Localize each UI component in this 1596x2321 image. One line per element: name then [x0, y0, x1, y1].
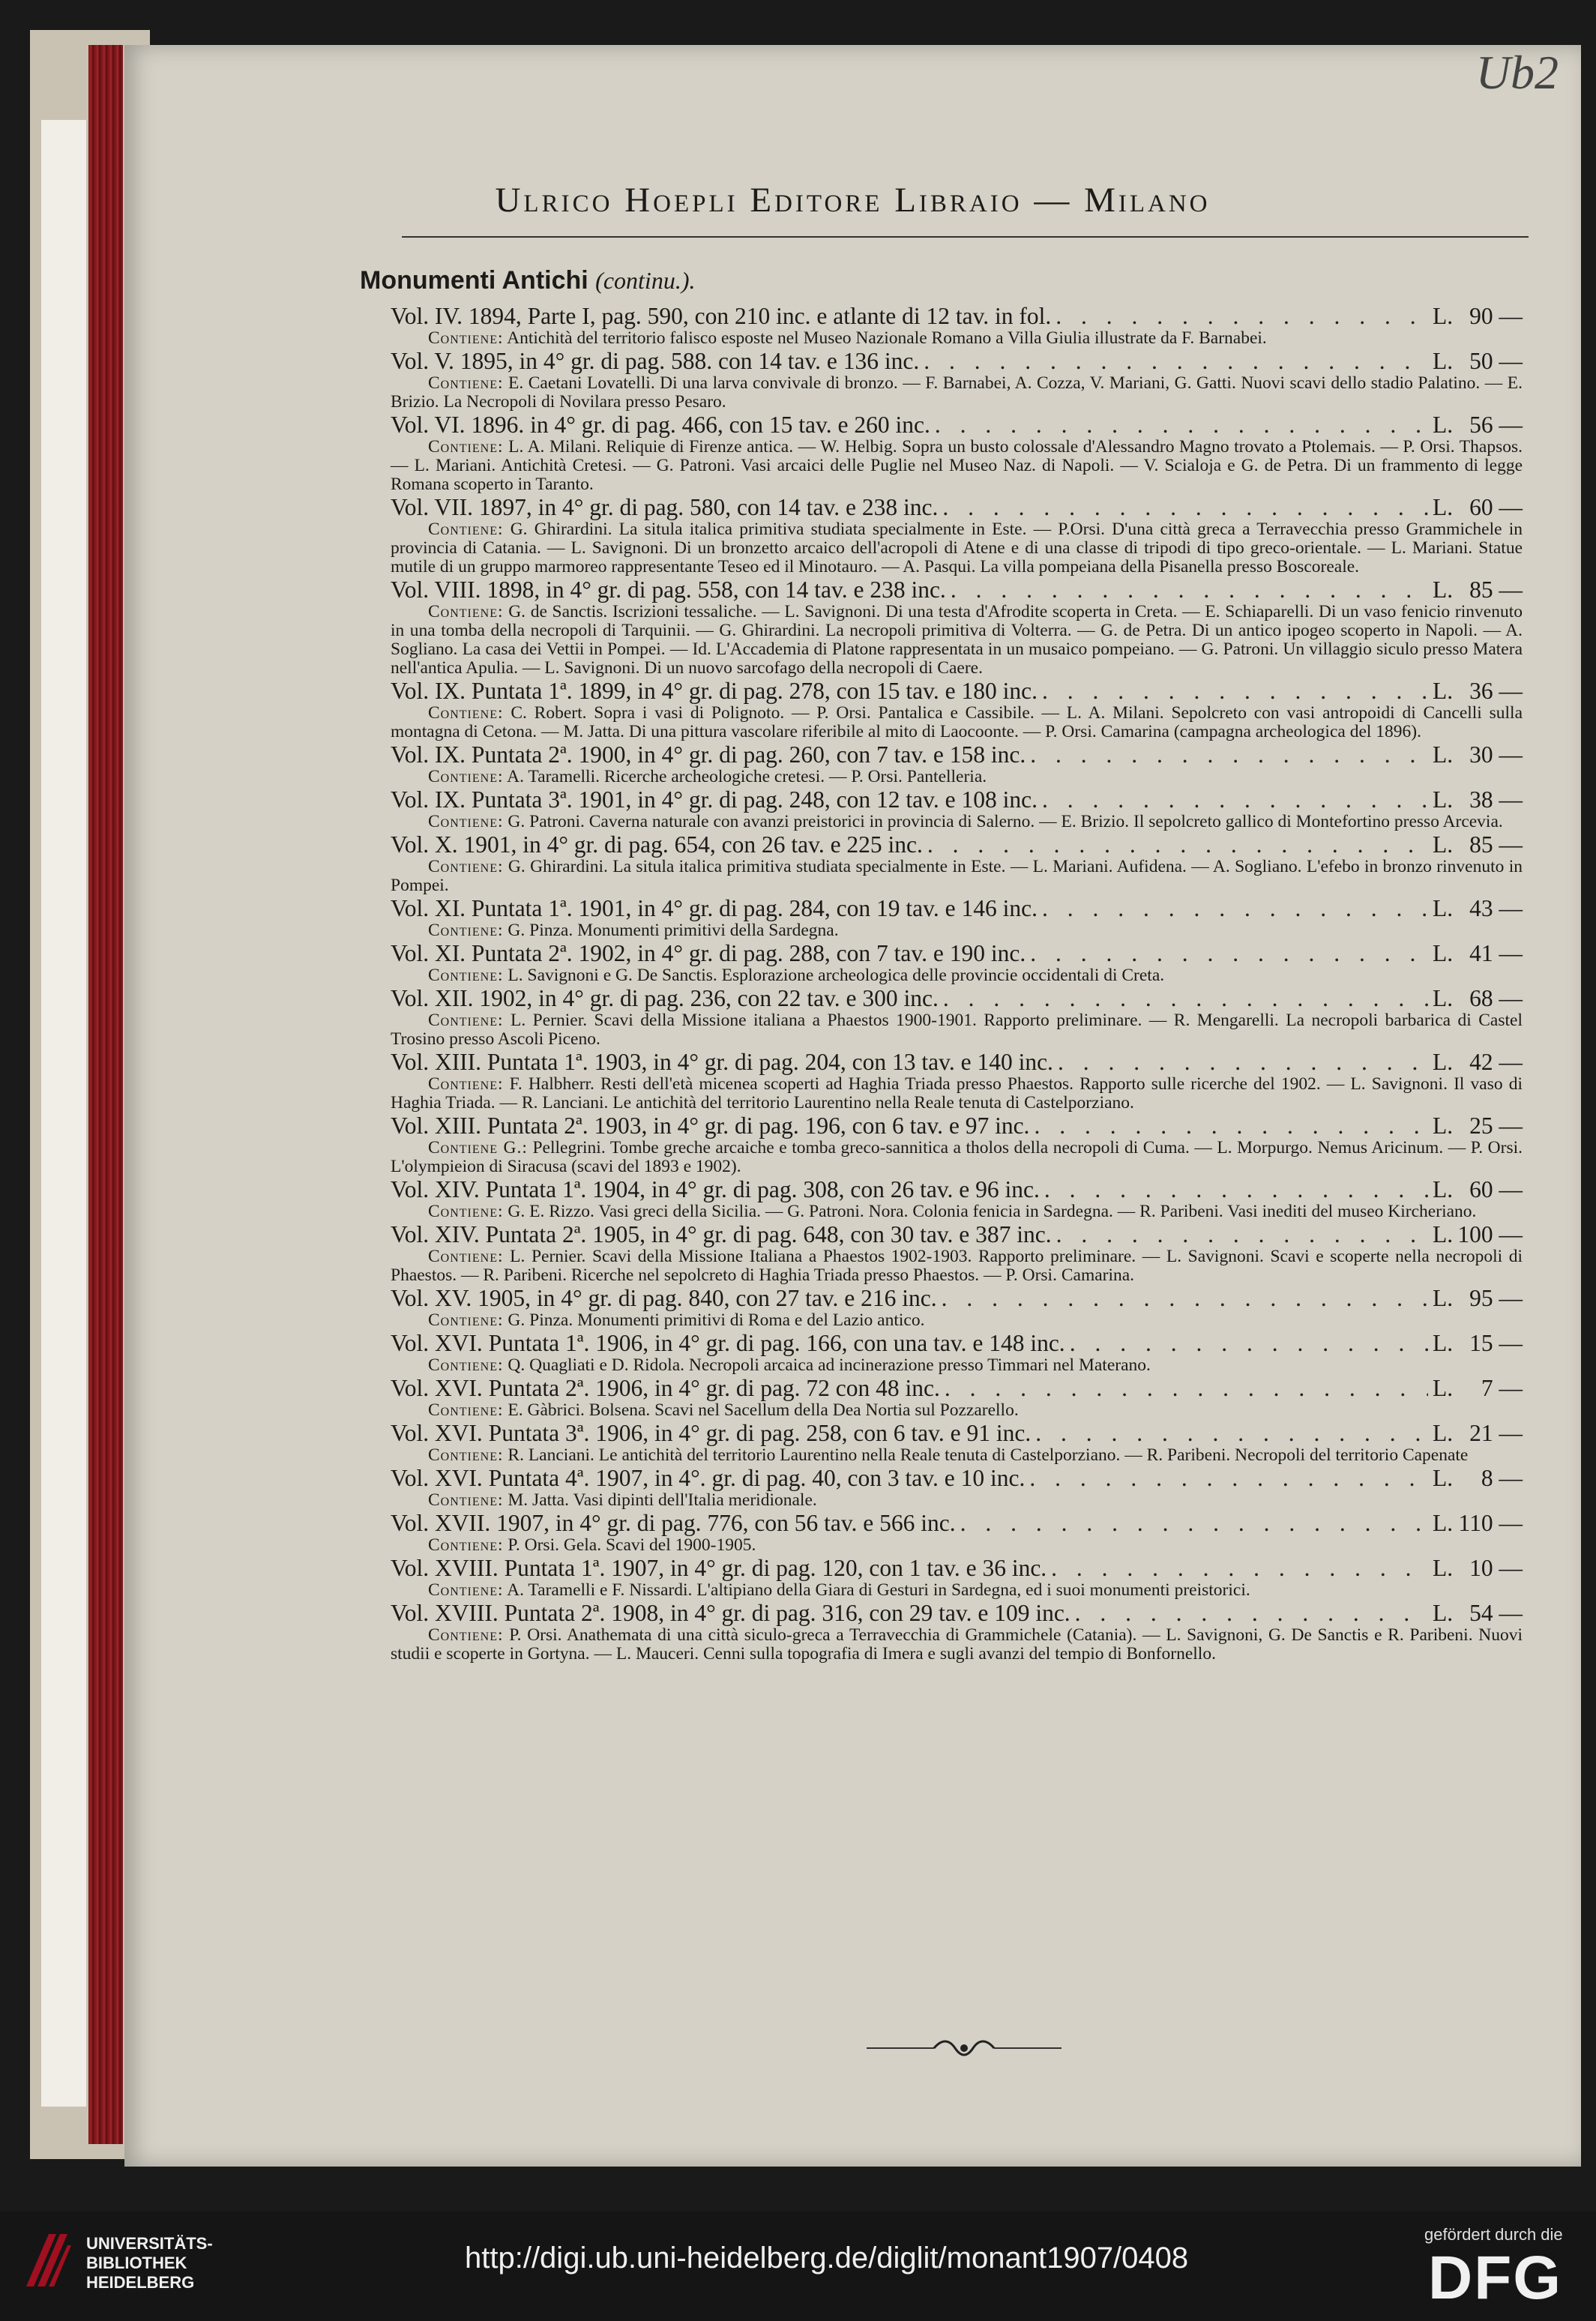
contents-label: Contiene G.:	[428, 1138, 528, 1158]
currency-label: L.	[1433, 1555, 1454, 1581]
volume-contents	[391, 921, 1523, 940]
contents-label: Contiene:	[428, 1355, 504, 1375]
volume-description: Vol. XIV. Puntata 1ª. 1904, in 4° gr. di pag. 308, con 26 tav. e 96 inc.	[391, 1176, 1040, 1202]
volume-contents	[391, 374, 1523, 412]
volume-price: 43 —	[1469, 895, 1523, 921]
university-name-line3: HEIDELBERG	[86, 2273, 195, 2292]
currency-label: L.	[1433, 678, 1454, 704]
contents-text: E. Gàbrici. Bolsena. Scavi nel Sacellum della Dea Nortia sul Pozzarello.	[508, 1400, 1019, 1420]
volume-description: Vol. VIII. 1898, in 4° gr. di pag. 558, con 14 tav. e 238 inc.	[391, 577, 946, 603]
volume-line	[391, 1331, 1523, 1356]
leader-dots	[1042, 678, 1428, 704]
currency-label: L.	[1433, 1221, 1454, 1247]
leader-dots	[927, 832, 1428, 858]
volume-line	[391, 1511, 1523, 1536]
contents-label: Contiene:	[428, 921, 504, 940]
leader-dots	[945, 1376, 1428, 1401]
volume-line	[391, 1421, 1523, 1446]
contents-text: Q. Quagliati e D. Ridola. Necropoli arcaica ad incinerazione presso Timmari nel Materano.	[508, 1355, 1151, 1375]
permalink-url[interactable]: http://digi.ub.uni-heidelberg.de/diglit/monant1907/0408	[465, 2242, 1189, 2275]
currency-label: L.	[1433, 303, 1454, 329]
volume-description: Vol. IV. 1894, Parte I, pag. 590, con 210 inc. e atlante di 12 tav. in fol.	[391, 303, 1052, 329]
red-page-edges	[88, 45, 123, 2144]
contents-text: E. Caetani Lovatelli. Di una larva convivale di bronzo. — F. Barnabei, A. Cozza, V. Mariani, G. Gatti. Nuovi scavi dello stadio Palatino. — E. Brizio. La Necropoli di Novilara presso Pesaro.	[391, 373, 1523, 412]
volume-contents	[391, 1626, 1523, 1664]
volume-line	[391, 678, 1523, 704]
volume-contents	[391, 1491, 1523, 1510]
leader-dots	[1044, 1177, 1428, 1202]
volume-price: 60 —	[1469, 1176, 1523, 1202]
contents-label: Contiene:	[428, 1535, 504, 1555]
leader-dots	[935, 412, 1428, 438]
contents-label: Contiene:	[428, 1074, 504, 1094]
contents-label: Contiene:	[428, 1011, 504, 1030]
leader-dots	[924, 349, 1428, 374]
leader-dots	[960, 1511, 1428, 1536]
volume-description: Vol. XVI. Puntata 2ª. 1906, in 4° gr. di pag. 72 con 48 inc.	[391, 1375, 940, 1401]
contents-text: G. Pinza. Monumenti primitivi di Roma e del Lazio antico.	[508, 1310, 925, 1330]
contents-label: Contiene:	[428, 966, 504, 985]
contents-label: Contiene:	[428, 437, 504, 457]
volume-price: 50 —	[1469, 348, 1523, 374]
currency-label: L.	[1433, 1330, 1454, 1356]
volume-price: 15 —	[1469, 1330, 1523, 1356]
currency-label: L.	[1433, 348, 1454, 374]
contents-label: Contiene:	[428, 520, 504, 539]
volume-description: Vol. XI. Puntata 1ª. 1901, in 4° gr. di pag. 284, con 19 tav. e 146 inc.	[391, 895, 1038, 921]
volume-contents	[391, 813, 1523, 831]
leader-dots	[1056, 1222, 1428, 1247]
contents-text: A. Taramelli. Ricerche archeologiche cretesi. — P. Orsi. Pantelleria.	[507, 767, 987, 786]
contents-text: R. Lanciani. Le antichità del territorio Laurentino nella Reale tenuta di Castelporziano. — R. Paribeni. Necropoli del territorio Capenate	[508, 1445, 1469, 1465]
volume-price: 30 —	[1469, 741, 1523, 768]
volume-entry	[391, 1286, 1523, 1330]
volume-line	[391, 304, 1523, 329]
leader-dots	[942, 1286, 1428, 1311]
contents-label: Contiene:	[428, 602, 504, 621]
header-rule	[402, 236, 1529, 238]
university-name	[86, 2234, 213, 2293]
contents-text: P. Orsi. Anathemata di una città siculo-greca a Terravecchia di Grammichele (Catania). — L. Savignoni, G. De Sanctis e R. Paribeni. Nuovi studii e scoperte in Gortyna. — L. Mauceri. Cenni sulla topografia di Imera e sugli avanzi del tempio di Bonfornello.	[391, 1625, 1523, 1664]
currency-label: L.	[1433, 831, 1454, 858]
volume-entry	[391, 1421, 1523, 1465]
contents-label: Contiene:	[428, 1247, 504, 1266]
currency-label: L.	[1433, 895, 1454, 921]
volume-description: Vol. VI. 1896. in 4° gr. di pag. 466, con 15 tav. e 260 inc.	[391, 412, 930, 438]
volume-contents	[391, 520, 1523, 577]
volume-contents	[391, 1011, 1523, 1049]
volume-price: 85 —	[1469, 831, 1523, 858]
currency-label: L.	[1433, 1420, 1454, 1446]
contents-text: G. de Sanctis. Iscrizioni tessaliche. — L. Savignoni. Di una testa d'Afrodite scoperta in Creta. — E. Schiaparelli. Di un vaso fenicio rinvenuto in una tomba della necropoli di Tarquinii. — G. Ghirardini. La necropoli primitiva di Volterra. — G. de Petra. Di un antico ipogeo scoperto in Napoli. — A. Sogliano. La casa dei Vettii in Pompei. — Id. L'Accademia di Platone rappresentata in un musaico pompeiano. — G. Patroni. Un villaggio siculo presso Matera nell'antica Apulia. — L. Savignoni. Di un nuovo sarcofago della necropoli di Caere.	[391, 602, 1523, 678]
currency-label: L.	[1433, 1465, 1454, 1491]
volume-entry	[391, 742, 1523, 786]
university-name-line2: BIBLIOTHEK	[86, 2254, 187, 2272]
currency-label: L.	[1433, 1049, 1454, 1075]
volume-description: Vol. XV. 1905, in 4° gr. di pag. 840, con 27 tav. e 216 inc.	[391, 1285, 937, 1311]
volume-line	[391, 941, 1523, 966]
leader-dots	[942, 495, 1428, 520]
contents-label: Contiene:	[428, 1490, 504, 1510]
volume-entry	[391, 304, 1523, 348]
volume-line	[391, 495, 1523, 520]
volume-contents	[391, 1202, 1523, 1221]
contents-label: Contiene:	[428, 812, 504, 831]
section-title	[360, 266, 695, 295]
leader-dots	[1075, 1601, 1428, 1626]
volume-entry	[391, 832, 1523, 895]
volume-line	[391, 1466, 1523, 1491]
volume-line	[391, 1177, 1523, 1202]
contents-label: Contiene:	[428, 1400, 504, 1420]
volume-entry	[391, 787, 1523, 831]
volume-description: Vol. XVI. Puntata 1ª. 1906, in 4° gr. di pag. 166, con una tav. e 148 inc.	[391, 1330, 1065, 1356]
volume-description: Vol. XII. 1902, in 4° gr. di pag. 236, con 22 tav. e 300 inc.	[391, 985, 939, 1011]
currency-label: L.	[1433, 1285, 1454, 1311]
contents-text: Antichità del territorio falisco esposte nel Museo Nazionale Romano a Villa Giulia illustrate da F. Barnabei.	[507, 328, 1267, 348]
volume-contents	[391, 1581, 1523, 1600]
volume-contents	[391, 1446, 1523, 1465]
contents-text: L. Pernier. Scavi della Missione Italiana a Phaestos 1902-1903. Rapporto preliminare. — L. Savignoni. Scavi e scoperte nella necropoli di Phaestos. — R. Paribeni. Ricerche nel sepolcreto di Haghia Triada presso Phaestos. — P. Orsi. Camarina.	[391, 1247, 1523, 1285]
volume-price: 68 —	[1469, 985, 1523, 1011]
contents-text: Pellegrini. Tombe greche arcaiche e tomba greco-sannitica a tholos della necropoli di Cuma. — L. Morpurgo. Nemus Aricinum. — P. Orsi. L'olympieion di Siracusa (scavi del 1893 e 1902).	[391, 1138, 1523, 1176]
volume-entry	[391, 986, 1523, 1049]
contents-text: P. Orsi. Gela. Scavi del 1900-1905.	[508, 1535, 756, 1555]
volume-list	[391, 304, 1523, 1664]
volume-line	[391, 349, 1523, 374]
leader-dots	[1034, 1113, 1428, 1139]
volume-price: 56 —	[1469, 412, 1523, 438]
volume-contents	[391, 1075, 1523, 1113]
volume-price: 110 —	[1458, 1510, 1523, 1536]
leader-dots	[1051, 1556, 1428, 1581]
volume-line	[391, 1050, 1523, 1075]
volume-price: 90 —	[1469, 303, 1523, 329]
volume-entry	[391, 349, 1523, 412]
leader-dots	[1042, 787, 1428, 813]
volume-line	[391, 1286, 1523, 1311]
ornament-divider	[867, 2035, 1062, 2061]
volume-entry	[391, 1050, 1523, 1113]
volume-entry	[391, 1113, 1523, 1176]
volume-contents	[391, 438, 1523, 494]
volume-description: Vol. XVI. Puntata 4ª. 1907, in 4°. gr. di pag. 40, con 3 tav. e 10 inc.	[391, 1465, 1026, 1491]
volume-entry	[391, 1511, 1523, 1555]
volume-price: 54 —	[1469, 1600, 1523, 1626]
volume-entry	[391, 1222, 1523, 1285]
volume-entry	[391, 896, 1523, 940]
volume-entry	[391, 1376, 1523, 1420]
volume-description: Vol. XVI. Puntata 3ª. 1906, in 4° gr. di pag. 258, con 6 tav. e 91 inc.	[391, 1420, 1032, 1446]
contents-text: L. Pernier. Scavi della Missione italiana a Phaestos 1900-1901. Rapporto preliminare. — R. Mengarelli. La necropoli barbarica di Castel Trosino presso Ascoli Piceno.	[391, 1011, 1523, 1049]
volume-contents	[391, 1401, 1523, 1420]
page-header: Ulrico Hoepli Editore Libraio — Milano	[495, 181, 1211, 220]
volume-contents	[391, 1311, 1523, 1330]
currency-label: L.	[1433, 786, 1454, 813]
volume-line	[391, 986, 1523, 1011]
currency-label: L.	[1433, 985, 1454, 1011]
leader-dots	[1058, 1050, 1428, 1075]
contents-text: C. Robert. Sopra i vasi di Polignoto. — P. Orsi. Pantalica e Cassibile. — L. A. Milani. Sepolcreto con vasi antropoidi di Cancelli sulla montagna di Cetona. — M. Jatta. Di una pittura vascolare riferibile al mito di Laocoonte. — P. Orsi. Camarina (campagna archeologica del 1896).	[391, 703, 1523, 741]
contents-label: Contiene:	[428, 1310, 504, 1330]
book-page	[124, 45, 1581, 2167]
dfg-logo: DFG	[1428, 2244, 1563, 2312]
volume-line	[391, 1113, 1523, 1139]
volume-price: 8 —	[1481, 1465, 1523, 1491]
contents-label: Contiene:	[428, 1580, 504, 1600]
volume-contents	[391, 858, 1523, 895]
volume-price: 38 —	[1469, 786, 1523, 813]
volume-entry	[391, 1556, 1523, 1600]
currency-label: L.	[1433, 1510, 1454, 1536]
volume-description: Vol. IX. Puntata 3ª. 1901, in 4° gr. di pag. 248, con 12 tav. e 108 inc.	[391, 786, 1038, 813]
contents-text: G. Pinza. Monumenti primitivi della Sardegna.	[508, 921, 839, 940]
volume-description: Vol. V. 1895, in 4° gr. di pag. 588. con 14 tav. e 136 inc.	[391, 348, 920, 374]
contents-text: M. Jatta. Vasi dipinti dell'Italia meridionale.	[508, 1490, 817, 1510]
volume-price: 60 —	[1469, 494, 1523, 520]
section-continued: (continu.).	[595, 267, 696, 294]
volume-entry	[391, 941, 1523, 985]
volume-price: 10 —	[1469, 1555, 1523, 1581]
volume-price: 41 —	[1469, 940, 1523, 966]
volume-description: Vol. X. 1901, in 4° gr. di pag. 654, con 26 tav. e 225 inc.	[391, 831, 923, 858]
currency-label: L.	[1433, 412, 1454, 438]
volume-line	[391, 577, 1523, 603]
volume-line	[391, 787, 1523, 813]
volume-description: Vol. XI. Puntata 2ª. 1902, in 4° gr. di pag. 288, con 7 tav. e 190 inc.	[391, 940, 1026, 966]
volume-description: Vol. VII. 1897, in 4° gr. di pag. 580, con 14 tav. e 238 inc.	[391, 494, 939, 520]
volume-description: Vol. XIII. Puntata 2ª. 1903, in 4° gr. di pag. 196, con 6 tav. e 97 inc.	[391, 1113, 1030, 1139]
contents-label: Contiene:	[428, 703, 504, 723]
contents-text: F. Halbherr. Resti dell'età micenea scoperti ad Haghia Triada presso Phaestos. Rapporto sulle ricerche del 1902. — L. Savignoni. Il vaso di Haghia Triada. — R. Lanciani. Le antichità del territorio Laurentino nella Reale tenuta di Castelporziano.	[391, 1074, 1523, 1113]
leader-dots	[1056, 304, 1428, 329]
volume-description: Vol. XIII. Puntata 1ª. 1903, in 4° gr. di pag. 204, con 13 tav. e 140 inc.	[391, 1049, 1053, 1075]
leader-dots	[1030, 742, 1428, 768]
currency-label: L.	[1433, 494, 1454, 520]
volume-entry	[391, 678, 1523, 741]
volume-description: Vol. XVIII. Puntata 2ª. 1908, in 4° gr. di pag. 316, con 29 tav. e 109 inc.	[391, 1600, 1070, 1626]
volume-line	[391, 1222, 1523, 1247]
currency-label: L.	[1433, 577, 1454, 603]
contents-label: Contiene:	[428, 1625, 504, 1645]
contents-text: G. Ghirardini. La situla italica primitiva studiata specialmente in Este. — P.Orsi. D'una città greca a Terravecchia presso Grammichele in provincia di Catania. — L. Savignoni. Di un bronzetto arcaico dell'acropoli di Atene e di una classe di tripodi di tipo greco-orientale. — L. Mariani. Statue mutile di un gruppo marmoreo rappresentante Teseo ed il Minotauro. — A. Pasqui. La villa pompeiana della Pisanella presso Boscoreale.	[391, 520, 1523, 577]
contents-text: G. E. Rizzo. Vasi greci della Sicilia. — G. Patroni. Nora. Colonia fenicia in Sardegna. — R. Paribeni. Vasi inediti del museo Kircheriano.	[508, 1202, 1477, 1221]
currency-label: L.	[1433, 1113, 1454, 1139]
volume-description: Vol. IX. Puntata 1ª. 1899, in 4° gr. di pag. 278, con 15 tav. e 180 inc.	[391, 678, 1038, 704]
volume-contents	[391, 768, 1523, 786]
university-name-line1: UNIVERSITÄTS-	[86, 2234, 213, 2253]
volume-contents	[391, 329, 1523, 348]
contents-text: L. A. Milani. Reliquie di Firenze antica. — W. Helbig. Sopra un busto colossale d'Alessandro Magno trovato a Ptolemais. — P. Orsi. Thapsos. — L. Mariani. Antichità Cretesi. — G. Patroni. Vasi arcaici delle Puglie nel Museo Naz. di Napoli. — V. Scialoja e G. de Petra. Di un frammento di legge Romana scoperto in Taranto.	[391, 437, 1523, 494]
contents-text: L. Savignoni e G. De Sanctis. Esplorazione archeologica delle provincie occidentali di Creta.	[508, 966, 1165, 985]
volume-line	[391, 896, 1523, 921]
white-leaf	[41, 120, 86, 2107]
currency-label: L.	[1433, 940, 1454, 966]
contents-text: A. Taramelli e F. Nissardi. L'altipiano della Giara di Gesturi in Sardegna, ed i suoi monumenti preistorici.	[507, 1580, 1250, 1600]
volume-description: Vol. IX. Puntata 2ª. 1900, in 4° gr. di pag. 260, con 7 tav. e 158 inc.	[391, 741, 1026, 768]
currency-label: L.	[1433, 1375, 1454, 1401]
leader-dots	[943, 986, 1428, 1011]
volume-contents	[391, 966, 1523, 985]
leader-dots	[1070, 1331, 1428, 1356]
contents-label: Contiene:	[428, 1445, 504, 1465]
currency-label: L.	[1433, 1600, 1454, 1626]
volume-description: Vol. XVII. 1907, in 4° gr. di pag. 776, con 56 tav. e 566 inc.	[391, 1510, 956, 1536]
volume-entry	[391, 495, 1523, 577]
contents-text: G. Patroni. Caverna naturale con avanzi preistorici in provincia di Salerno. — E. Brizio. Il sepolcreto gallico di Montefortino presso Arcevia.	[508, 812, 1503, 831]
leader-dots	[1035, 1421, 1428, 1446]
volume-price: 95 —	[1469, 1285, 1523, 1311]
volume-contents	[391, 704, 1523, 741]
section-name: Monumenti Antichi	[360, 266, 588, 295]
volume-contents	[391, 1139, 1523, 1176]
volume-entry	[391, 1331, 1523, 1375]
currency-label: L.	[1433, 741, 1454, 768]
leader-dots	[951, 577, 1428, 603]
university-logo-icon	[22, 2230, 75, 2290]
volume-entry	[391, 577, 1523, 678]
volume-price: 85 —	[1469, 577, 1523, 603]
leader-dots	[1030, 941, 1428, 966]
volume-entry	[391, 1466, 1523, 1510]
volume-entry	[391, 1177, 1523, 1221]
contents-label: Contiene:	[428, 1202, 504, 1221]
volume-contents	[391, 1536, 1523, 1555]
volume-price: 7 —	[1481, 1375, 1523, 1401]
contents-label: Contiene:	[428, 767, 504, 786]
volume-description: Vol. XIV. Puntata 2ª. 1905, in 4° gr. di pag. 648, con 30 tav. e 387 inc.	[391, 1221, 1052, 1247]
volume-line	[391, 832, 1523, 858]
contents-label: Contiene:	[428, 373, 504, 393]
contents-label: Contiene:	[428, 857, 504, 876]
volume-price: 36 —	[1469, 678, 1523, 704]
volume-line	[391, 742, 1523, 768]
leader-dots	[1029, 1466, 1428, 1491]
contents-label: Contiene:	[428, 328, 504, 348]
volume-line	[391, 412, 1523, 438]
volume-contents	[391, 1356, 1523, 1375]
funded-by-label: gefördert durch die	[1424, 2225, 1563, 2244]
volume-price: 25 —	[1469, 1113, 1523, 1139]
currency-label: L.	[1433, 1176, 1454, 1202]
volume-price: 21 —	[1469, 1420, 1523, 1446]
volume-contents	[391, 1247, 1523, 1285]
volume-contents	[391, 603, 1523, 678]
volume-line	[391, 1556, 1523, 1581]
volume-line	[391, 1601, 1523, 1626]
volume-line	[391, 1376, 1523, 1401]
volume-price: 42 —	[1469, 1049, 1523, 1075]
volume-entry	[391, 412, 1523, 494]
volume-entry	[391, 1601, 1523, 1664]
corner-handwritten-mark: Ub2	[1475, 46, 1559, 99]
leader-dots	[1042, 896, 1428, 921]
volume-price: 100 —	[1457, 1221, 1523, 1247]
contents-text: G. Ghirardini. La situla italica primitiva studiata specialmente in Este. — L. Mariani. Aufidena. — A. Sogliano. L'efebo in bronzo rinvenuto in Pompei.	[391, 857, 1523, 895]
volume-description: Vol. XVIII. Puntata 1ª. 1907, in 4° gr. di pag. 120, con 1 tav. e 36 inc.	[391, 1555, 1047, 1581]
